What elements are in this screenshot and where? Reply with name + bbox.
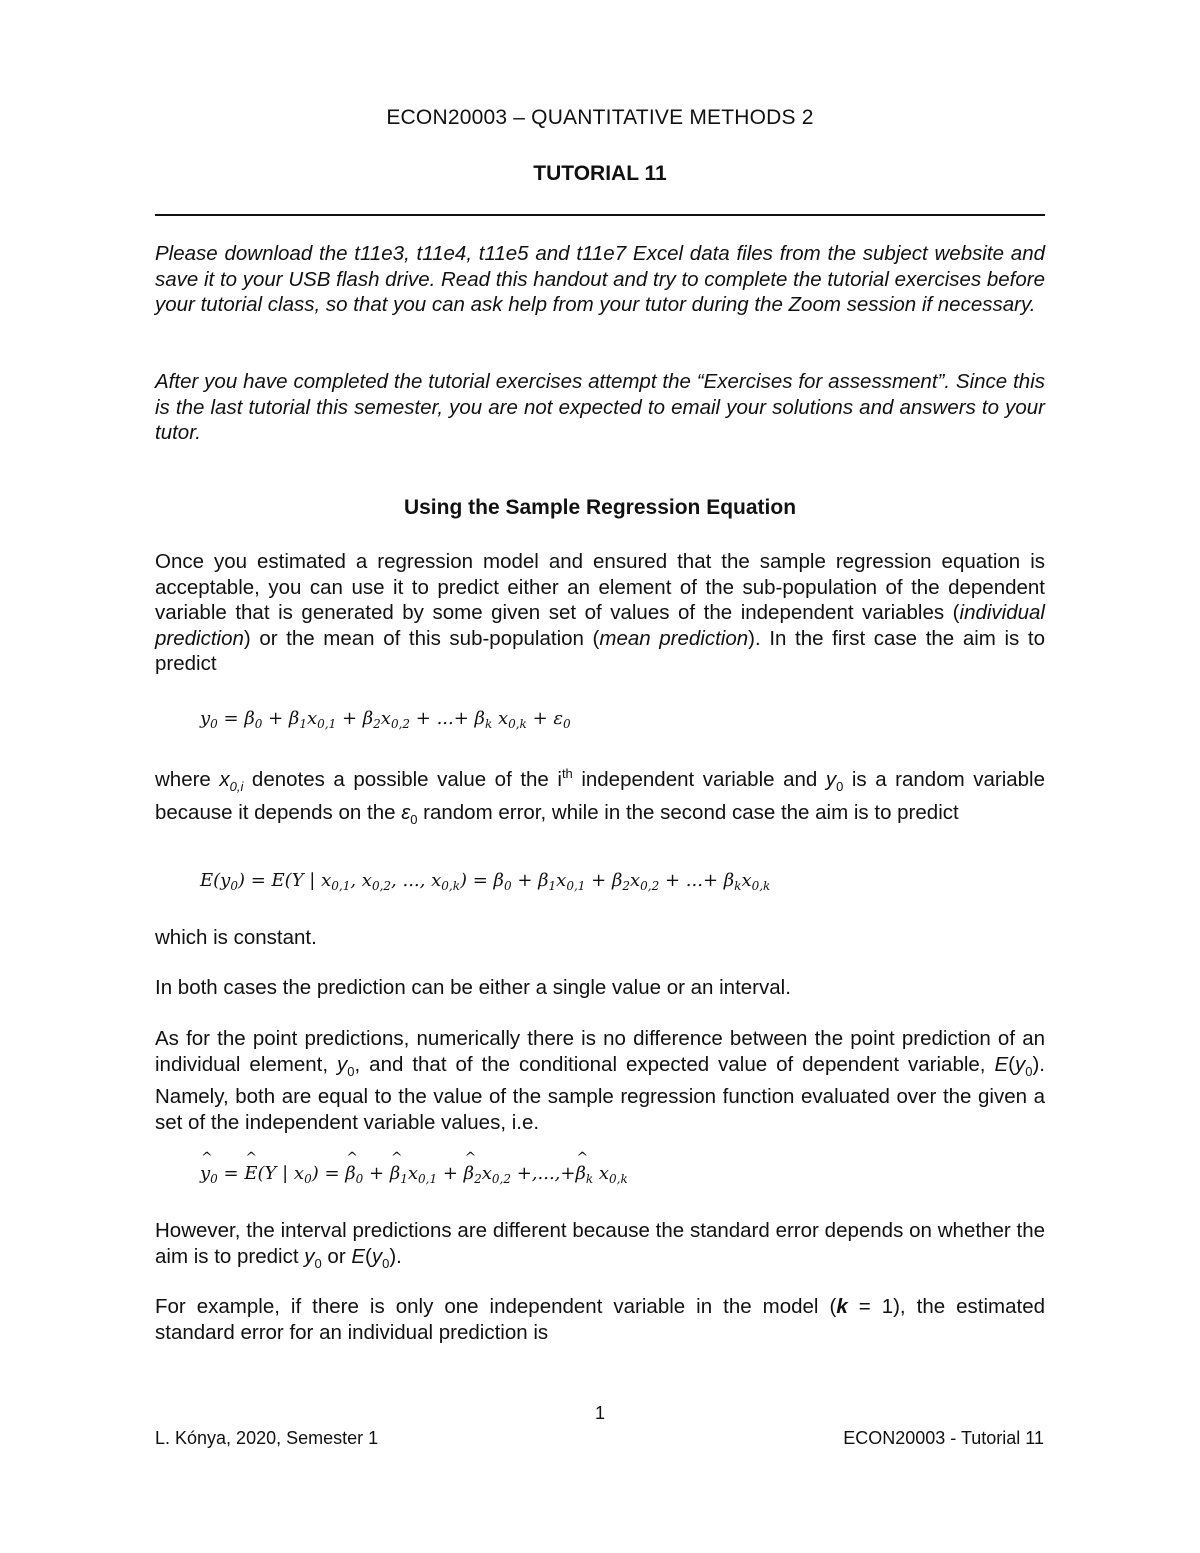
intro-paragraph-1: Please download the t11e3, t11e4, t11e5 and t11e7 Excel data files from the subject website and save it to your USB flash drive. Read this handout and try to complete the tutorial exercises before your tutorial class, so that you can ask help from your tutor during the Zoom session if necessary.: [155, 242, 1045, 317]
text-run: ). Namely, both are equal to the value of the sample regression function evaluated over the given a set of the independent variable values, i.e.: [155, 1052, 1045, 1134]
page-number: 1: [594, 1403, 605, 1423]
section-heading: Using the Sample Regression Equation: [403, 496, 797, 519]
equation-mean: $E(y_0) = E(Y$ | $x_{0,1}$, $x_{0,2}$, ..., $x_{0,k}) = \beta_0 + \beta_1x_{0,1} + \beta_2x_{0,2}$ + ...+ $\beta_kx_{0,k}$: [200, 870, 771, 893]
text-run: ).: [389, 1244, 402, 1268]
term-mean-prediction: mean prediction: [599, 626, 749, 650]
subscript: 0: [1025, 1063, 1033, 1079]
var-epsilon: ε: [401, 800, 411, 824]
tutorial-title: TUTORIAL 11: [533, 162, 667, 185]
equation-individual: $y_0 = \beta_0 + \beta_1x_{0,1} + \beta_2x_{0,2}$ + ...+ $\beta_k$ $x_{0,k} + \varepsilon_0$: [200, 708, 571, 731]
subscript: 0: [314, 1255, 322, 1271]
body-paragraph-7: [155, 1294, 1045, 1345]
equation-point-prediction: ^ $y_0$ = ^ E(Y | $x_0$) = ^ $\beta_0$ + ^ $\beta_1x_{0,1}$ + ^ $\beta_2x_{0,2}$ +,...,+^ $\beta_k$ $x_{0,k}$: [200, 1163, 628, 1186]
var-y: y: [825, 767, 837, 791]
subscript: 0: [382, 1255, 390, 1271]
text-run: ) or the mean of this sub-population (: [243, 626, 600, 650]
body-paragraph-1: [155, 549, 1045, 677]
text-run: denotes a possible value of the i: [243, 767, 562, 791]
body-paragraph-6: [155, 1218, 1045, 1276]
var-k: k: [836, 1295, 848, 1318]
footer-author: L. Kónya, 2020, Semester 1: [155, 1428, 379, 1448]
var-e: E: [994, 1052, 1009, 1076]
subscript: 0,i: [229, 778, 244, 794]
text-run: For example, if there is only one independent variable in the model (: [155, 1295, 837, 1318]
text-run: Once you estimated a regression model and ensured that the sample regression equation is acceptable, you can use it to predict either an element of the sub-population of the dependent variable that is generated by some given set of values of the independent variables (: [155, 550, 1045, 625]
term-individual-prediction: individual prediction: [155, 601, 1045, 650]
intro-paragraph-2: After you have completed the tutorial exercises attempt the “Exercises for assessment”. Since this is the last tutorial this semester, you are not expected to email your solutions and answers to your tutor.: [155, 370, 1045, 445]
body-paragraph-3: which is constant.: [155, 926, 317, 949]
course-title: ECON20003 – QUANTITATIVE METHODS 2: [386, 106, 814, 129]
text-run: , and that of the conditional expected value of dependent variable,: [354, 1052, 995, 1076]
subscript: 0: [836, 778, 844, 794]
var-x: x: [219, 767, 230, 791]
text-run: is a random variable because it depends on the: [155, 767, 1046, 824]
text-run: However, the interval predictions are different because the standard error depends on whether the aim is to predict: [155, 1219, 1045, 1268]
body-paragraph-4: In both cases the prediction can be either a single value or an interval.: [155, 976, 791, 999]
var-e: E: [351, 1244, 366, 1268]
var-y: y: [337, 1052, 348, 1076]
text-run: ). In the first case the aim is to predict: [155, 626, 1045, 676]
text-run: (: [365, 1244, 372, 1268]
text-run: where: [155, 767, 220, 791]
text-run: random error, while in the second case the aim is to predict: [417, 800, 959, 824]
text-run: (: [1008, 1052, 1015, 1076]
body-paragraph-2: [155, 761, 1045, 832]
var-y: y: [304, 1244, 315, 1268]
superscript: th: [561, 766, 573, 781]
subscript: 0: [410, 811, 418, 827]
text-run: = 1), the estimated standard error for an individual prediction is: [155, 1295, 1045, 1344]
text-run: or: [321, 1244, 352, 1268]
title-divider: [155, 214, 1045, 216]
subscript: 0: [347, 1063, 355, 1079]
text-run: As for the point predictions, numerically there is no difference between the point prediction of an individual element,: [155, 1027, 1045, 1076]
text-run: independent variable and: [572, 767, 826, 791]
body-paragraph-5: [155, 1026, 1045, 1135]
var-y: y: [371, 1244, 383, 1268]
var-y: y: [1014, 1052, 1026, 1076]
footer-document: ECON20003 - Tutorial 11: [843, 1428, 1044, 1448]
